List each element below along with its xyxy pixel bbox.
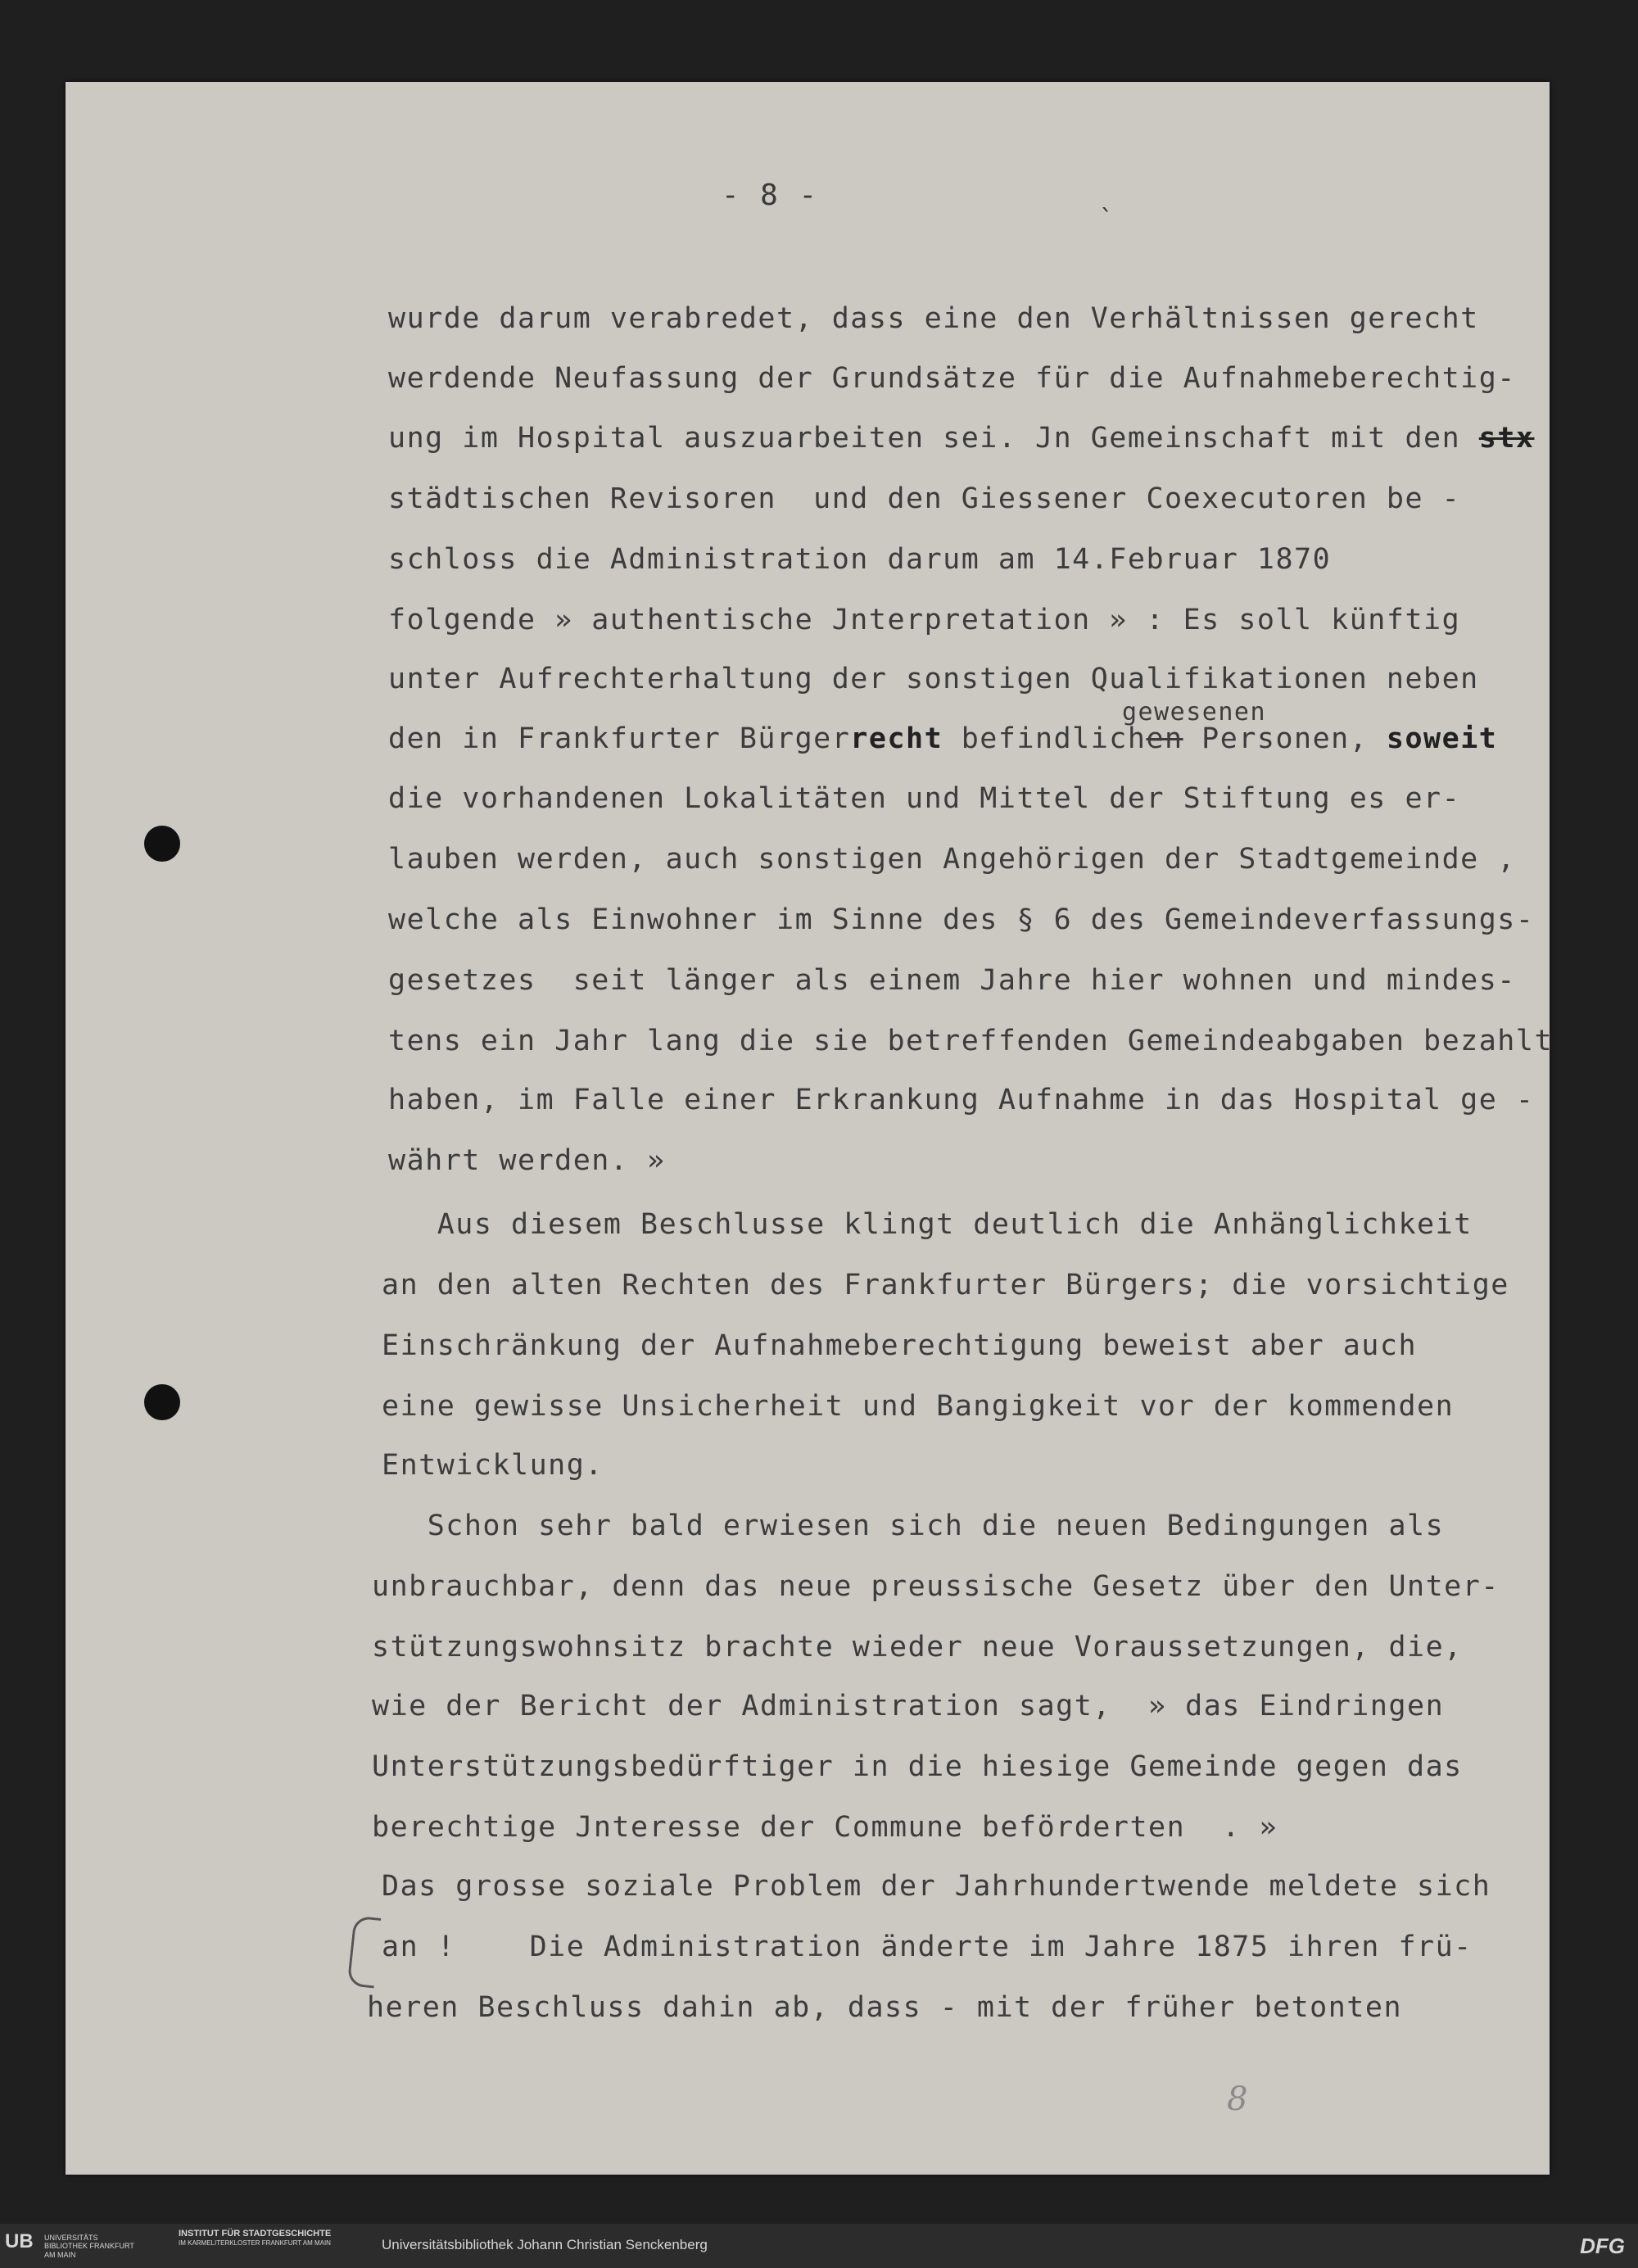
text-line-1: wurde darum verabredet, dass eine den Verhältnissen gerecht (388, 302, 1479, 335)
text-line-4: städtischen Revisoren und den Giessener Coexecutoren be - (388, 482, 1461, 515)
text-line-8: den in Frankfurter Bürgerrecht befindlichen Personen, soweit (388, 722, 1498, 755)
page-number: - 8 - (721, 179, 819, 212)
text-line-29: heren Beschluss dahin ab, dass - mit der früher betonten (367, 1991, 1403, 2024)
library-name: Universitätsbibliothek Johann Christian Senckenberg (382, 2237, 708, 2252)
text-line-16: Aus diesem Beschlusse klingt deutlich die Anhänglichkeit (382, 1208, 1473, 1241)
text-line-2: werdende Neufassung der Grundsätze für die Aufnahmeberechtig- (388, 362, 1516, 395)
ub-logo[interactable]: UB UNIVERSITÄTS BIBLIOTHEK FRANKFURT AM MAIN (5, 2230, 134, 2259)
struck-text: stx (1478, 422, 1535, 455)
text-line-11: welche als Einwohner im Sinne des § 6 des Gemeindeverfassungs- (388, 903, 1535, 936)
text-line-12: gesetzes seit länger als einem Jahre hier wohnen und mindes- (388, 964, 1516, 997)
text-line-20: Entwicklung. (382, 1449, 604, 1482)
isg-logo[interactable]: INSTITUT FÜR STADTGESCHICHTE IM KARMELITERKLOSTER FRANKFURT AM MAIN (179, 2229, 332, 2247)
text-line-21: Schon sehr bald erwiesen sich die neuen Bedingungen als (372, 1510, 1445, 1542)
text-line-18: Einschränkung der Aufnahmeberechtigung beweist aber auch (382, 1329, 1418, 1362)
text-line-13: tens ein Jahr lang die sie betreffenden Gemeindeabgaben bezahlt (388, 1025, 1554, 1057)
text-line-17: an den alten Rechten des Frankfurter Bürgers; die vorsichtige (382, 1269, 1509, 1301)
punch-hole-top (144, 826, 180, 862)
text-line-24: wie der Bericht der Administration sagt, » das Eindringen (372, 1690, 1445, 1723)
viewer-footer-bar (0, 2224, 1638, 2268)
document-page (66, 82, 1554, 2175)
text-line-6: folgende » authentische Jnterpretation » : Es soll künftig (388, 604, 1461, 636)
text-line-27: Das grosse soziale Problem der Jahrhundertwende meldete sich (382, 1870, 1491, 1903)
text-line-7: unter Aufrechterhaltung der sonstigen Qualifikationen neben (388, 663, 1479, 695)
text-line-19: eine gewisse Unsicherheit und Bangigkeit vor der kommenden (382, 1390, 1455, 1423)
dfg-logo[interactable]: DFG (1580, 2234, 1625, 2258)
text-line-25: Unterstützungsbedürftiger in die hiesige Gemeinde gegen das (372, 1750, 1463, 1783)
text-line-3: ung im Hospital auszuarbeiten sei. Jn Gemeinschaft mit den stx (388, 422, 1535, 455)
text-line-26: berechtige Jnteresse der Commune beförderten . » (372, 1811, 1278, 1844)
text-line-28: an ! Die Administration änderte im Jahre 1875 ihren frü- (382, 1931, 1473, 1963)
text-line-5: schloss die Administration darum am 14.Februar 1870 (388, 543, 1332, 576)
handwritten-bracket (347, 1916, 382, 1989)
text-line-10: lauben werden, auch sonstigen Angehörigen der Stadtgemeinde , (388, 843, 1516, 876)
corner-mark: ` (1099, 205, 1115, 233)
punch-hole-bottom (144, 1384, 180, 1420)
text-line-15: währt werden. » (388, 1144, 666, 1177)
inserted-word-above: gewesenen (1122, 698, 1267, 727)
text-line-22: unbrauchbar, denn das neue preussische Gesetz über den Unter- (372, 1570, 1500, 1603)
text-line-9: die vorhandenen Lokalitäten und Mittel der Stiftung es er- (388, 782, 1461, 815)
handwritten-page-number: 8 (1227, 2080, 1248, 2118)
text-line-23: stützungswohnsitz brachte wieder neue Voraussetzungen, die, (372, 1631, 1463, 1664)
text-line-14: haben, im Falle einer Erkrankung Aufnahme in das Hospital ge - (388, 1084, 1535, 1116)
